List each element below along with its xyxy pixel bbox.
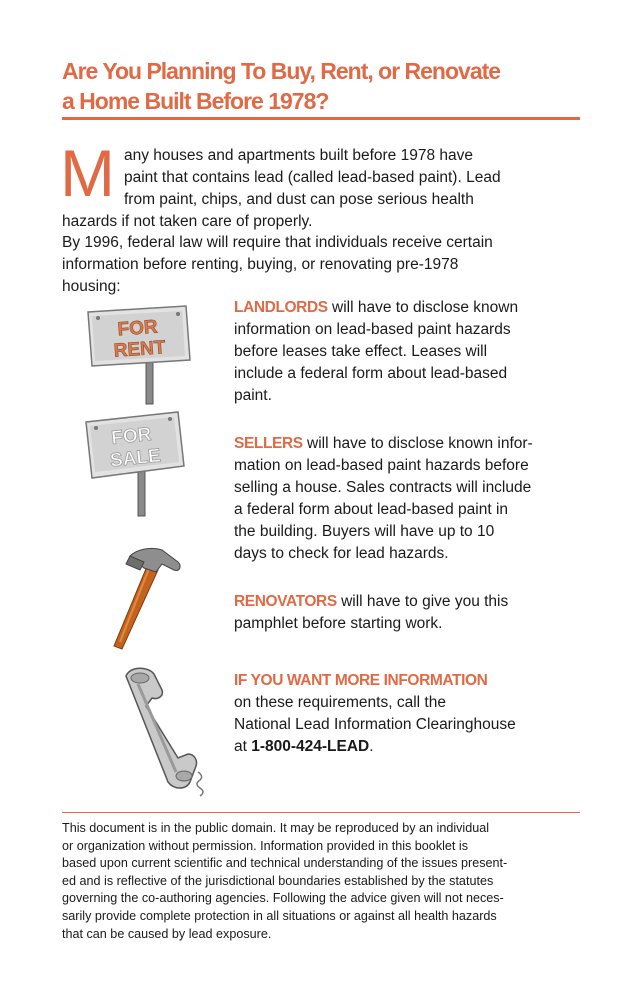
intro-line-2: paint that contains lead (called lead-based paint). Lead [124, 169, 501, 186]
law-line-1: By 1996, federal law will require that individuals receive certain [62, 234, 493, 251]
footer-line-1: This document is in the public domain. It may be reproduced by an individual [62, 821, 490, 835]
for-sale-line-2: SALE [109, 445, 162, 472]
more-info-line-3-prefix: at [234, 738, 252, 755]
hotline-phone-number: 1-800-424-LEAD [251, 738, 370, 755]
footer-line-3: based upon current scientific and technical understanding of the issues present- [62, 856, 508, 871]
hammer-icon [100, 542, 190, 652]
sellers-line-1: will have to disclose known infor- [302, 435, 533, 452]
sellers-line-4: a federal form about lead-based paint in [234, 501, 509, 518]
landlords-line-1: will have to disclose known [327, 299, 519, 316]
page-title [62, 56, 592, 116]
more-info-keyword: IF YOU WANT MORE INFORMATION [234, 672, 488, 689]
more-info-line-3-suffix: . [369, 738, 374, 755]
drop-cap: M [60, 136, 115, 210]
landlords-keyword: LANDLORDS [234, 299, 328, 316]
landlords-line-4: include a federal form about lead-based [234, 365, 508, 382]
intro-line-3: from paint, chips, and dust can pose serious health [124, 191, 474, 208]
intro-paragraph [124, 145, 576, 211]
telephone-handset-icon [116, 660, 226, 802]
footer-divider [62, 812, 580, 813]
title-line-2: a Home Built Before 1978? [62, 88, 329, 114]
sellers-line-3: selling a house. Sales contracts will include [234, 479, 532, 496]
footer-line-2: or organization without permission. Information provided in this booklet is [62, 838, 469, 853]
landlords-line-5: paint. [234, 387, 272, 404]
for-rent-sign-icon [82, 302, 202, 406]
public-domain-notice [62, 820, 582, 943]
renovators-line-2: pamphlet before starting work. [234, 615, 443, 632]
sellers-keyword: SELLERS [234, 435, 303, 452]
sellers-line-5: the building. Buyers will have up to 10 [234, 523, 495, 540]
for-rent-line-2: RENT [113, 337, 167, 362]
title-divider [62, 117, 580, 120]
footer-line-5: governing the co-authoring agencies. Following the advice given will not neces- [62, 891, 504, 906]
renovators-line-1: will have to give you this [336, 593, 509, 610]
for-rent-line-1: FOR [116, 316, 159, 341]
law-line-3: housing: [62, 278, 121, 295]
sellers-section [234, 433, 586, 565]
for-sale-line-1: FOR [110, 423, 153, 450]
landlords-section [234, 297, 586, 407]
landlords-line-3: before leases take effect. Leases will [234, 343, 488, 360]
intro-line-1: any houses and apartments built before 1978 have [124, 147, 473, 164]
footer-line-7: that can be caused by lead exposure. [62, 926, 272, 941]
sellers-line-6: days to check for lead hazards. [234, 545, 449, 562]
more-info-line-2: National Lead Information Clearinghouse [234, 716, 516, 733]
renovators-keyword: RENOVATORS [234, 593, 337, 610]
landlords-line-2: information on lead-based paint hazards [234, 321, 511, 338]
intro-line-4: hazards if not taken care of properly. [62, 213, 313, 230]
law-paragraph [62, 232, 580, 298]
renovators-section [234, 591, 586, 635]
law-line-2: information before renting, buying, or renovating pre-1978 [62, 256, 459, 273]
sellers-line-2: mation on lead-based paint hazards before [234, 457, 529, 474]
footer-line-4: ed and is reflective of the jurisdictional boundaries established by the statutes [62, 873, 494, 888]
more-info-section [234, 670, 586, 758]
footer-line-6: sarily provide complete protection in all situations or against all health hazards [62, 908, 497, 923]
more-info-line-1: on these requirements, call the [234, 694, 446, 711]
for-sale-sign-icon [80, 408, 200, 518]
title-line-1: Are You Planning To Buy, Rent, or Renovate [62, 58, 501, 84]
